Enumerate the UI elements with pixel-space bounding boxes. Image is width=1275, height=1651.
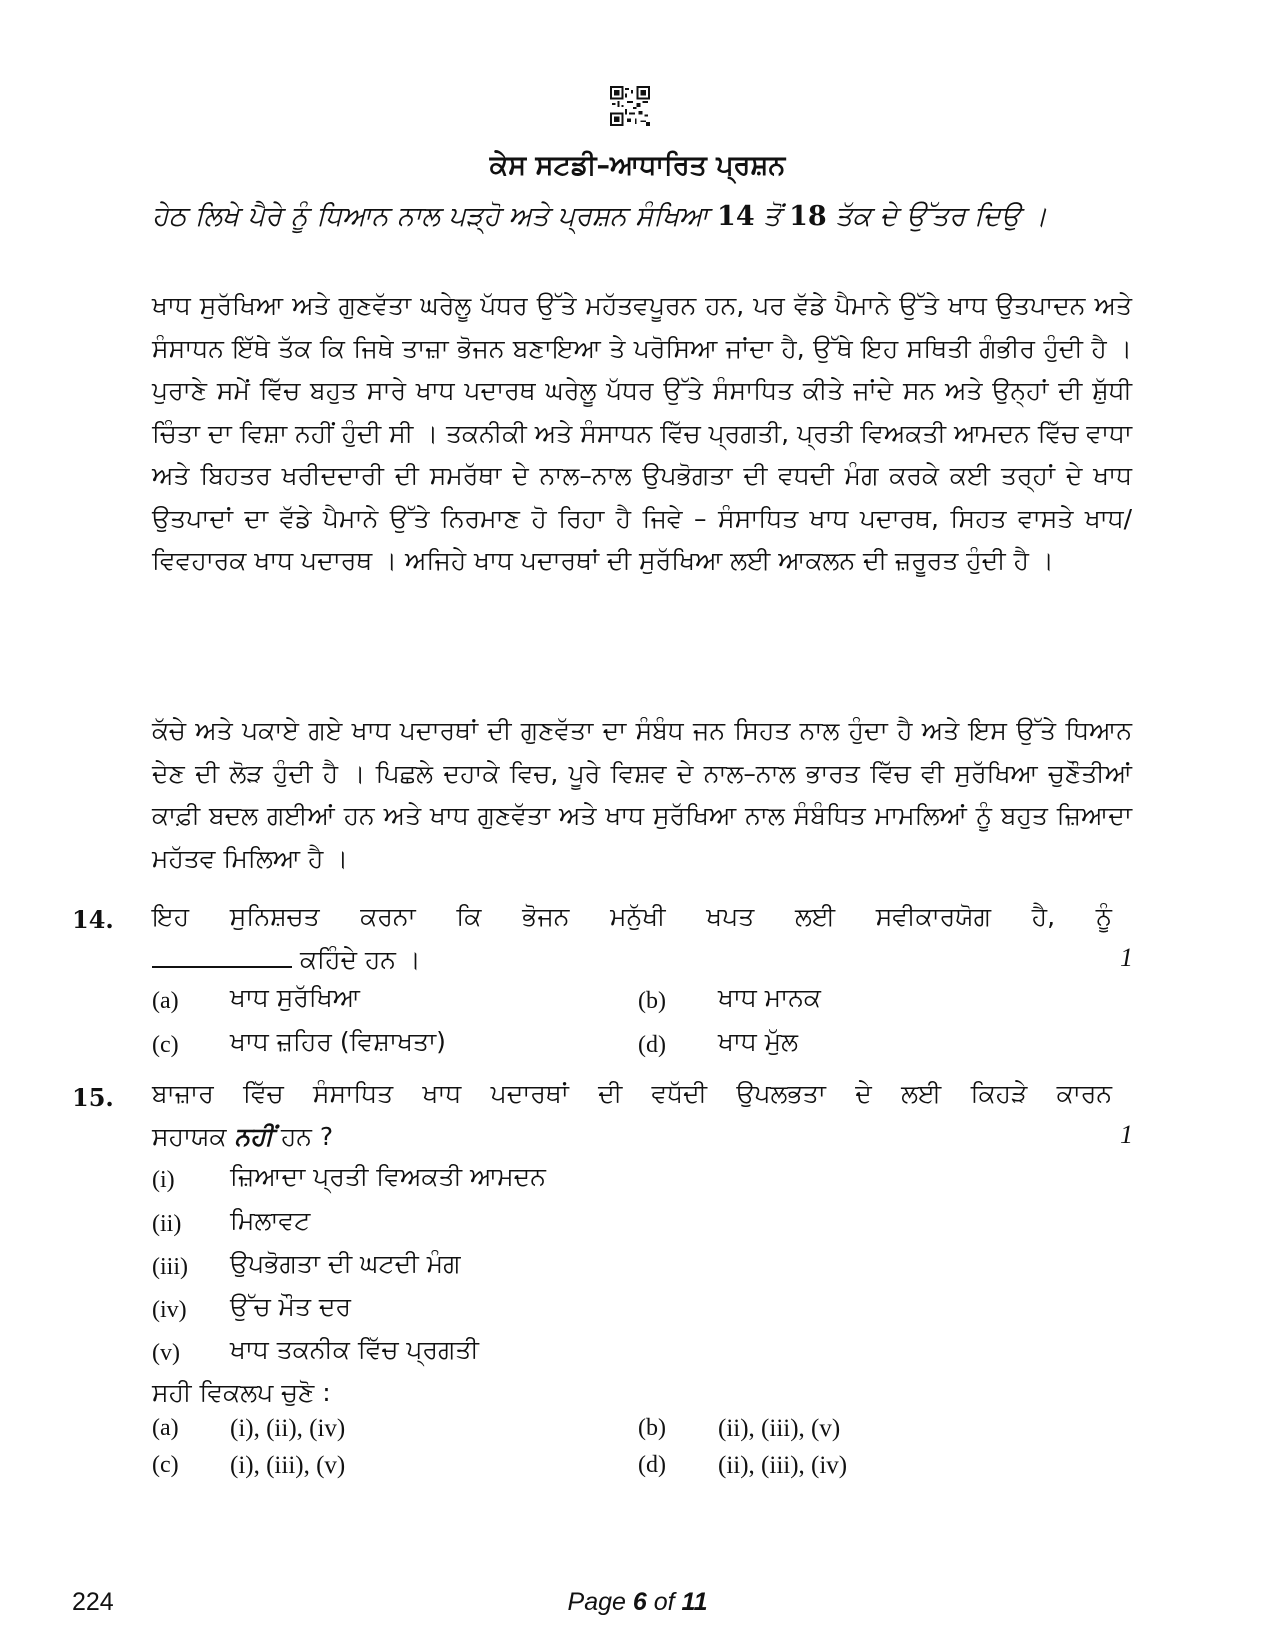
q15-statement-v-text: ਖਾਧ ਤਕਨੀਕ ਵਿੱਚ ਪ੍ਰਗਤੀ [230,1335,479,1364]
question-15-marks: 1 [1120,1120,1133,1149]
instruction-part2: ਤੋਂ [754,201,790,232]
answer-blank [152,940,292,968]
instruction-text [152,195,1132,238]
q14-option-b-label: (b) [638,988,666,1014]
q14-option-d-label: (d) [638,1032,666,1058]
q15-choose-prompt: ਸਹੀ ਵਿਕਲਪ ਚੁਣੋ : [152,1378,331,1407]
q15-option-d-text: (ii), (iii), (iv) [718,1452,848,1479]
q14-option-a-text: ਖਾਧ ਸੁਰੱਖਿਆ [230,983,360,1012]
q15-option-b-text: (ii), (iii), (v) [718,1415,841,1442]
q15-statement-ii-text: ਮਿਲਾਵਟ [230,1206,311,1235]
question-14-line2 [152,938,1112,981]
instruction-part1: ਹੇਠ ਲਿਖੇ ਪੈਰੇ ਨੂੰ ਧਿਆਨ ਨਾਲ ਪੜ੍ਹੋ ਅਤੇ ਪ੍ਰਸ਼ਨ ਸੰਖਿਆ [152,201,718,232]
qr-code-icon [610,86,650,126]
q14-option-b-text: ਖਾਧ ਮਾਨਕ [718,983,821,1012]
instruction-part3: ਤੱਕ ਦੇ ਉੱਤਰ ਦਿਉ । [826,201,1048,232]
q15-statement-v-label: (v) [152,1340,180,1366]
q14-option-a-label: (a) [152,988,179,1014]
q14-option-d-text: ਖਾਧ ਮੁੱਲ [718,1027,799,1056]
instruction-num2: 18 [789,201,827,232]
page-current: 6 [632,1588,647,1616]
q15-option-d-label: (d) [638,1452,666,1478]
question-15-line2-before: ਸਹਾਯਕ [152,1122,235,1151]
q15-statement-iv-text: ਉੱਚ ਮੌਤ ਦਰ [230,1292,351,1321]
page-number [0,1588,1275,1617]
page-prefix: Page [567,1588,633,1616]
page-total: 11 [681,1588,708,1616]
q15-option-c-text: (i), (iii), (v) [230,1452,346,1479]
q15-option-b-label: (b) [638,1415,666,1441]
q15-statement-iii-text: ਉਪਭੋਗਤਾ ਦੀ ਘਟਦੀ ਮੰਗ [230,1249,461,1278]
question-14-marks: 1 [1120,943,1133,972]
q15-option-a-label: (a) [152,1415,179,1441]
passage-paragraph-1: ਖਾਧ ਸੁਰੱਖਿਆ ਅਤੇ ਗੁਣਵੱਤਾ ਘਰੇਲੂ ਪੱਧਰ ਉੱਤੇ ਮਹੱਤਵਪੂਰਨ ਹਨ, ਪਰ ਵੱਡੇ ਪੈਮਾਨੇ ਉੱਤੇ ਖਾਧ ਉਤਪਾਦਨ ਅਤੇ ਸੰਸਾਧਨ ਇੱਥੇ ਤੱਕ ਕਿ ਜਿਥੇ ਤਾਜ਼ਾ ਭੋਜਨ ਬਣਾਇਆ ਤੇ ਪਰੋਸਿਆ ਜਾਂਦਾ ਹੈ, ਉੱਥੇ ਇਹ ਸਥਿਤੀ ਗੰਭੀਰ ਹੁੰਦੀ ਹੈ । ਪੁਰਾਣੇ ਸਮੇਂ ਵਿੱਚ ਬਹੁਤ ਸਾਰੇ ਖਾਧ ਪਦਾਰਥ ਘਰੇਲੂ ਪੱਧਰ ਉੱਤੇ ਸੰਸਾਧਿਤ ਕੀਤੇ ਜਾਂਦੇ ਸਨ ਅਤੇ ਉਨ੍ਹਾਂ ਦੀ ਸ਼ੁੱਧੀ ਚਿੰਤਾ ਦਾ ਵਿਸ਼ਾ ਨਹੀਂ ਹੁੰਦੀ ਸੀ । ਤਕਨੀਕੀ ਅਤੇ ਸੰਸਾਧਨ ਵਿੱਚ ਪ੍ਰਗਤੀ, ਪ੍ਰਤੀ ਵਿਅਕਤੀ ਆਮਦਨ ਵਿੱਚ ਵਾਧਾ ਅਤੇ ਬਿਹਤਰ ਖਰੀਦਦਾਰੀ ਦੀ ਸਮਰੱਥਾ ਦੇ ਨਾਲ–ਨਾਲ ਉਪਭੋਗਤਾ ਦੀ ਵਧਦੀ ਮੰਗ ਕਰਕੇ ਕਈ ਤਰ੍ਹਾਂ ਦੇ ਖਾਧ ਉਤਪਾਦਾਂ ਦਾ ਵੱਡੇ ਪੈਮਾਨੇ ਉੱਤੇ ਨਿਰਮਾਣ ਹੋ ਰਿਹਾ ਹੈ ਜਿਵੇ – ਸੰਸਾਧਿਤ ਖਾਧ ਪਦਾਰਥ, ਸਿਹਤ ਵਾਸਤੇ ਖਾਧ/ਵਿਵਹਾਰਕ ਖਾਧ ਪਦਾਰਥ । ਅਜਿਹੇ ਖਾਧ ਪਦਾਰਥਾਂ ਦੀ ਸੁਰੱਖਿਆ ਲਈ ਆਕਲਨ ਦੀ ਜ਼ਰੂਰਤ ਹੁੰਦੀ ਹੈ । [152,291,1132,575]
question-14-line2-text: ਕਹਿੰਦੇ ਹਨ । [300,945,421,974]
q14-option-c-text: ਖਾਧ ਜ਼ਹਿਰ (ਵਿਸ਼ਾਖਤਾ) [230,1027,446,1056]
question-15-line2 [152,1115,1112,1158]
instruction-num1: 14 [717,201,755,232]
paper-code: 224 [72,1588,114,1616]
q15-statement-iii-label: (iii) [152,1254,188,1280]
question-15-number: 15. [72,1083,114,1112]
q15-option-c-label: (c) [152,1452,179,1478]
question-14-number: 14. [72,905,114,934]
q15-statement-iv-label: (iv) [152,1297,187,1323]
q15-option-a-text: (i), (ii), (iv) [230,1415,346,1442]
q15-statement-ii-label: (ii) [152,1211,182,1237]
question-15-line2-after: ਹਨ ? [273,1122,334,1151]
q14-option-c-label: (c) [152,1032,179,1058]
question-15-emphasis: ਨਹੀਂ [234,1122,274,1151]
q15-statement-i-text: ਜ਼ਿਆਦਾ ਪ੍ਰਤੀ ਵਿਅਕਤੀ ਆਮਦਨ [230,1162,546,1191]
page-middle: of [646,1588,682,1616]
section-heading: ਕੇਸ ਸਟਡੀ–ਆਧਾਰਿਤ ਪ੍ਰਸ਼ਨ [489,150,786,181]
question-15-line1: ਬਾਜ਼ਾਰ ਵਿੱਚ ਸੰਸਾਧਿਤ ਖਾਧ ਪਦਾਰਥਾਂ ਦੀ ਵਧੱਦੀ ਉਪਲਭਤਾ ਦੇ ਲਈ ਕਿਹੜੇ ਕਾਰਨ [152,1079,1112,1108]
passage-paragraph-2: ਕੱਚੇ ਅਤੇ ਪਕਾਏ ਗਏ ਖਾਧ ਪਦਾਰਥਾਂ ਦੀ ਗੁਣਵੱਤਾ ਦਾ ਸੰਬੰਧ ਜਨ ਸਿਹਤ ਨਾਲ ਹੁੰਦਾ ਹੈ ਅਤੇ ਇਸ ਉੱਤੇ ਧਿਆਨ ਦੇਣ ਦੀ ਲੋੜ ਹੁੰਦੀ ਹੈ । ਪਿਛਲੇ ਦਹਾਕੇ ਵਿਚ, ਪੂਰੇ ਵਿਸ਼ਵ ਦੇ ਨਾਲ–ਨਾਲ ਭਾਰਤ ਵਿੱਚ ਵੀ ਸੁਰੱਖਿਆ ਚੁਣੌਤੀਆਂ ਕਾਫ਼ੀ ਬਦਲ ਗਈਆਂ ਹਨ ਅਤੇ ਖਾਧ ਗੁਣਵੱਤਾ ਅਤੇ ਖਾਧ ਸੁਰੱਖਿਆ ਨਾਲ ਸੰਬੰਧਿਤ ਮਾਮਲਿਆਂ ਨੂੰ ਬਹੁਤ ਜ਼ਿਆਦਾ ਮਹੱਤਵ ਮਿਲਿਆ ਹੈ । [152,716,1132,873]
q15-statement-i-label: (i) [152,1167,175,1193]
question-14-line1: ਇਹ ਸੁਨਿਸ਼ਚਤ ਕਰਨਾ ਕਿ ਭੋਜਨ ਮਨੁੱਖੀ ਖਪਤ ਲਈ ਸਵੀਕਾਰਯੋਗ ਹੈ, ਨੂੰ [152,902,1112,931]
